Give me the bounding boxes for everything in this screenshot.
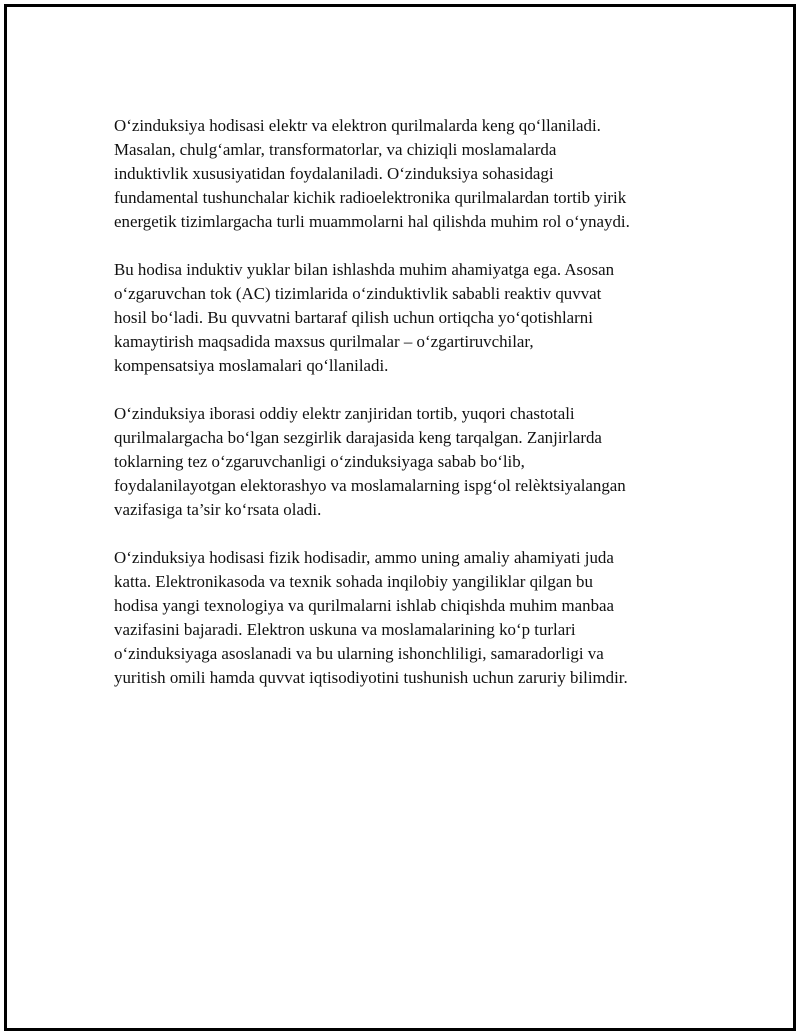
document-body bbox=[114, 114, 714, 714]
paragraph-4: O‘zinduksiya hodisasi fizik hodisadir, ammo uning amaliy ahamiyati juda katta. Elektronikasoda va texnik sohada inqilobiy yangiliklar qilgan bu hodisa yangi texnologiya va qurilmalarni ishlab chiqishda muhim manbaa vazifasini bajaradi. Elektron uskuna va moslamalarining ko‘p turlari o‘zinduksiyaga asoslanadi va bu ularning ishonchliligi, samaradorligi va yuritish omili hamda quvvat iqtisodiyotini tushunish uchun zaruriy bilimdir. bbox=[114, 548, 628, 687]
paragraph-1: O‘zinduksiya hodisasi elektr va elektron qurilmalarda keng qo‘llaniladi. Masalan, chulg‘amlar, transformatorlar, va chiziqli moslamalarda induktivlik xususiyatidan foydalaniladi. O‘zinduksiya sohasidagi fundamental tushunchalar kichik radioelektronika qurilmalardan tortib yirik energetik tizimlargacha turli muammolarni hal qilishda muhim rol o‘ynaydi. bbox=[114, 116, 630, 231]
paragraph-3: O‘zinduksiya iborasi oddiy elektr zanjiridan tortib, yuqori chastotali qurilmalargacha bo‘lgan sezgirlik darajasida keng tarqalgan. Zanjirlarda toklarning tez o‘zgaruvchanligi o‘zinduksiyaga sabab bo‘lib, foydalanilayotgan elektorashyo va moslamalarning ispg‘ol relèktsiyalangan vazifasiga ta’sir ko‘rsata oladi. bbox=[114, 404, 626, 519]
paragraph-2: Bu hodisa induktiv yuklar bilan ishlashda muhim ahamiyatga ega. Asosan o‘zgaruvchan tok (AC) tizimlarida o‘zinduktivlik sababli reaktiv quvvat hosil bo‘ladi. Bu quvvatni bartaraf qilish uchun ortiqcha yo‘qotishlarni kamaytirish maqsadida maxsus qurilmalar – o‘zgartiruvchilar, kompensatsiya moslamalari qo‘llaniladi. bbox=[114, 260, 615, 375]
